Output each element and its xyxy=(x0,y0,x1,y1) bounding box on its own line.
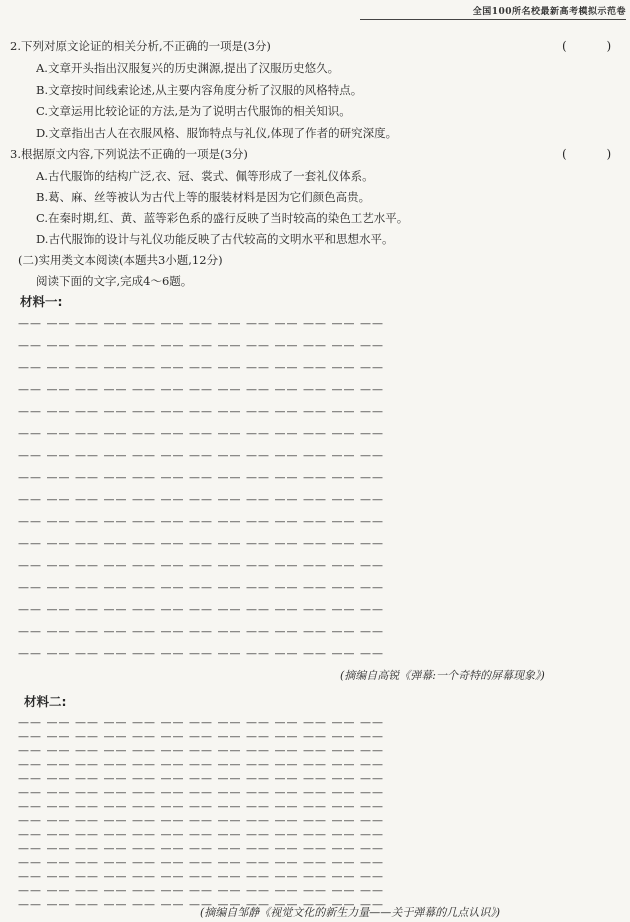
question-2-stem: 2.下列对原文论证的相关分析,不正确的一项是(3分) xyxy=(10,39,271,53)
material-1-line: —— —— —— —— —— —— —— —— —— —— —— —— —— xyxy=(18,603,384,616)
material-2-heading: 材料二: xyxy=(24,694,67,709)
material-2-line: —— —— —— —— —— —— —— —— —— —— —— —— —— xyxy=(18,772,384,785)
material-1-line: —— —— —— —— —— —— —— —— —— —— —— —— —— xyxy=(18,449,384,462)
material-2-line: —— —— —— —— —— —— —— —— —— —— —— —— —— xyxy=(18,856,384,869)
material-1-line: —— —— —— —— —— —— —— —— —— —— —— —— —— xyxy=(18,581,384,594)
question-2-answer-bracket[interactable]: ( ) xyxy=(562,39,630,53)
material-1-line: —— —— —— —— —— —— —— —— —— —— —— —— —— xyxy=(18,647,384,660)
material-1-line: —— —— —— —— —— —— —— —— —— —— —— —— —— xyxy=(18,493,384,506)
material-1-line: —— —— —— —— —— —— —— —— —— —— —— —— —— xyxy=(18,427,384,440)
material-1-line: —— —— —— —— —— —— —— —— —— —— —— —— —— xyxy=(18,339,384,352)
material-2-line: —— —— —— —— —— —— —— —— —— —— —— —— —— xyxy=(18,814,384,827)
page-header: 全国100所名校最新高考模拟示范卷 xyxy=(472,7,626,17)
question-3-option-a: A.古代服饰的结构广泛,衣、冠、裳式、佩等形成了一套礼仪体系。 xyxy=(36,169,374,183)
question-3-option-c: C.在秦时期,红、黄、蓝等彩色系的盛行反映了当时较高的染色工艺水平。 xyxy=(36,211,409,225)
part-2-instruction: 阅读下面的文字,完成4～6题。 xyxy=(36,274,193,288)
question-2-option-d: D.文章指出古人在衣服风格、服饰特点与礼仪,体现了作者的研究深度。 xyxy=(36,126,398,140)
material-2-source: (摘编自邹静《视觉文化的新生力量——关于弹幕的几点认识》) xyxy=(200,906,501,919)
material-2-line: —— —— —— —— —— —— —— —— —— —— —— —— —— xyxy=(18,828,384,841)
material-1-line: —— —— —— —— —— —— —— —— —— —— —— —— —— xyxy=(18,515,384,528)
material-2-line: —— —— —— —— —— —— —— —— —— —— —— —— —— xyxy=(18,744,384,757)
material-1-line: —— —— —— —— —— —— —— —— —— —— —— —— —— xyxy=(18,537,384,550)
header-rule xyxy=(360,19,626,20)
material-1-source: (摘编自高锐《弹幕:一个奇特的屏幕现象》) xyxy=(340,669,545,682)
material-2-line: —— —— —— —— —— —— —— —— —— —— —— —— —— xyxy=(18,842,384,855)
material-2-line: —— —— —— —— —— —— —— —— —— —— —— —— —— xyxy=(18,786,384,799)
question-3-option-b: B.葛、麻、丝等被认为古代上等的服装材料是因为它们颜色高贵。 xyxy=(36,190,371,204)
material-2-line: —— —— —— —— —— —— —— —— —— —— —— —— —— xyxy=(18,870,384,883)
material-1-line: —— —— —— —— —— —— —— —— —— —— —— —— —— xyxy=(18,317,384,330)
material-1-heading: 材料一: xyxy=(20,294,63,309)
material-2-line: —— —— —— —— —— —— —— —— —— —— —— —— —— xyxy=(18,800,384,813)
material-2-line: —— —— —— —— —— —— —— —— —— —— —— —— —— xyxy=(18,884,384,897)
question-3-stem: 3.根据原文内容,下列说法不正确的一项是(3分) xyxy=(10,147,248,161)
question-2-option-b: B.文章按时间线索论述,从主要内容角度分析了汉服的风格特点。 xyxy=(36,83,363,97)
part-2-title: (二)实用类文本阅读(本题共3小题,12分) xyxy=(18,253,223,267)
material-2-line: —— —— —— —— —— —— —— —— —— —— —— —— —— xyxy=(18,758,384,771)
material-1-line: —— —— —— —— —— —— —— —— —— —— —— —— —— xyxy=(18,383,384,396)
material-1-line: —— —— —— —— —— —— —— —— —— —— —— —— —— xyxy=(18,559,384,572)
material-1-line: —— —— —— —— —— —— —— —— —— —— —— —— —— xyxy=(18,361,384,374)
question-3-answer-bracket[interactable]: ( ) xyxy=(562,147,630,161)
question-3-option-d: D.古代服饰的设计与礼仪功能反映了古代较高的文明水平和思想水平。 xyxy=(36,232,394,246)
material-2-line: —— —— —— —— —— —— —— —— —— —— —— —— —— xyxy=(18,716,384,729)
material-1-line: —— —— —— —— —— —— —— —— —— —— —— —— —— xyxy=(18,471,384,484)
material-1-line: —— —— —— —— —— —— —— —— —— —— —— —— —— xyxy=(18,405,384,418)
question-2-option-a: A.文章开头指出汉服复兴的历史渊源,提出了汉服历史悠久。 xyxy=(36,61,340,75)
material-2-line: —— —— —— —— —— —— —— —— —— —— —— —— —— xyxy=(18,730,384,743)
question-2-option-c: C.文章运用比较论证的方法,是为了说明古代服饰的相关知识。 xyxy=(36,104,351,118)
material-2-line: —— —— —— —— —— —— —— —— —— —— —— —— —— xyxy=(18,898,384,911)
material-1-line: —— —— —— —— —— —— —— —— —— —— —— —— —— xyxy=(18,625,384,638)
